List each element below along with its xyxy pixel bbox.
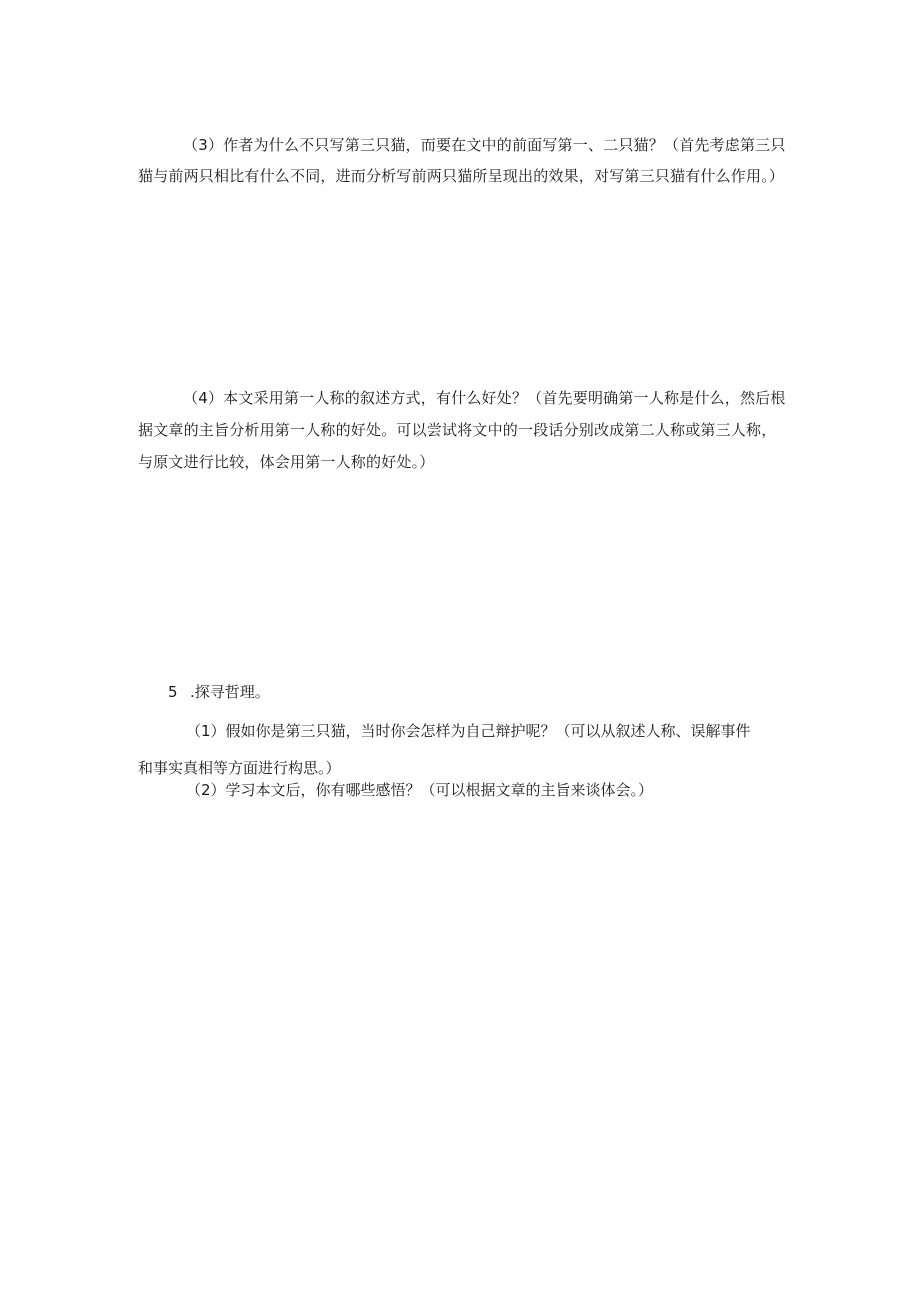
- question-4: （4）本文采用第一人称的叙述方式，有什么好处？（首先要明确第一人称是什么，然后根据文章的主旨分析用第一人称的好处。可以尝试将文中的一段话分别改成第二人称或第三人称，与原文进行比较，体会用第一人称的好处。）: [138, 389, 786, 471]
- question-3: （3）作者为什么不只写第三只猫，而要在文中的前面写第一、二只猫？（首先考虑第三只猫与前两只相比有什么不同，进而分析写前两只猫所呈现出的效果，对写第三只猫有什么作用。）: [138, 136, 786, 185]
- section-5-heading: [168, 681, 270, 703]
- section-5-title: .探寻哲理。: [190, 683, 270, 701]
- section-5-item-1-line-1: （1）假如你是第三只猫，当时你会怎样为自己辩护呢？（可以从叙述人称、误解事件: [186, 722, 751, 740]
- section-5-item-1-line-2: 和事实真相等方面进行构思。）: [138, 759, 341, 777]
- section-5-number: 5: [168, 683, 178, 701]
- section-5-item-2: （2）学习本文后，你有哪些感悟？（可以根据文章的主旨来谈体会。）: [186, 781, 654, 799]
